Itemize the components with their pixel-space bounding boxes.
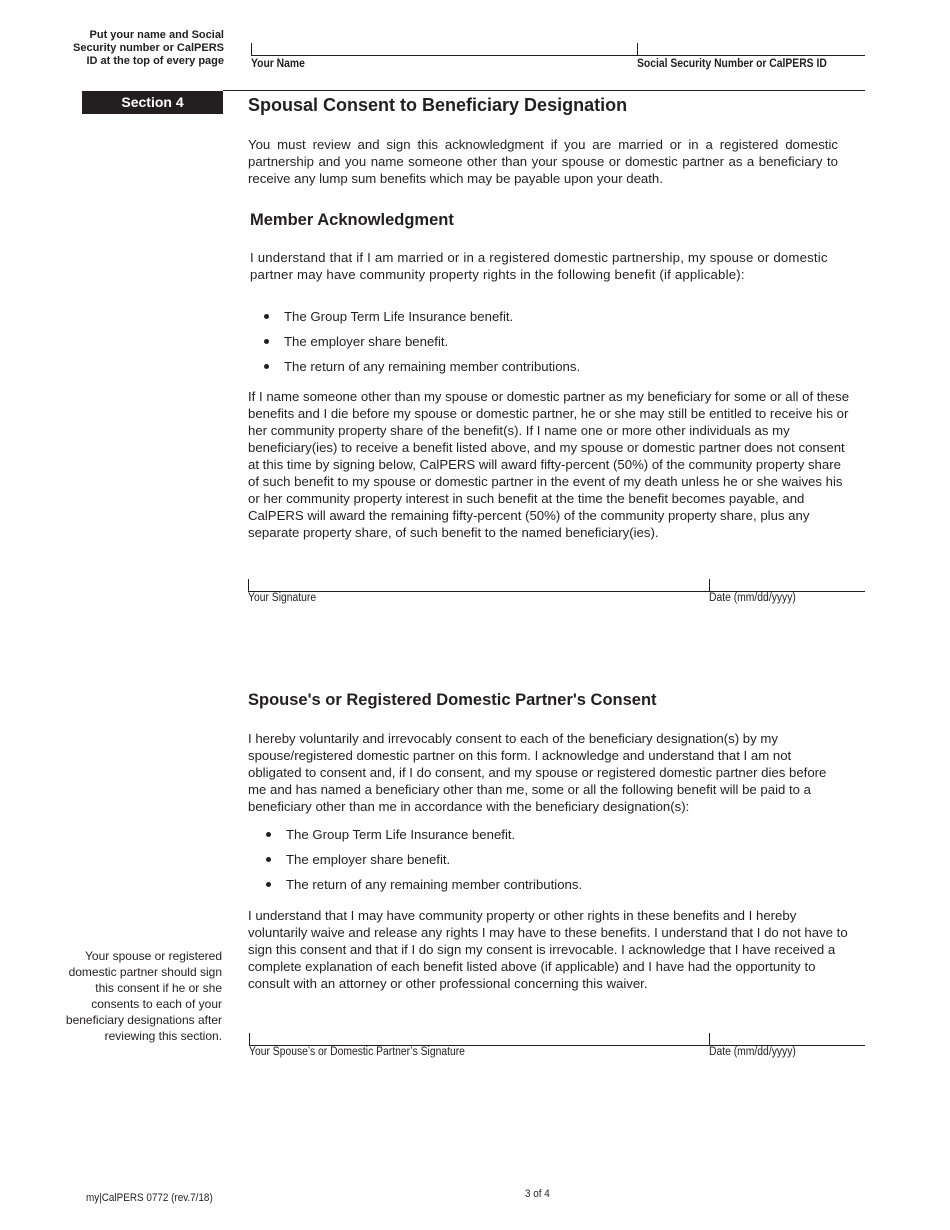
section-title: Spousal Consent to Beneficiary Designation bbox=[248, 95, 628, 115]
bullet-icon bbox=[264, 339, 269, 344]
member-heading: Member Acknowledgment bbox=[250, 211, 454, 229]
bullet-icon bbox=[266, 832, 271, 837]
member-date-label: Date (mm/dd/yyyy) bbox=[709, 592, 796, 604]
list-item bbox=[250, 851, 830, 876]
bullet-icon bbox=[264, 314, 269, 319]
spouse-intro: I hereby voluntarily and irrevocably consent to each of the beneficiary designation(s) by my spouse/registered domestic partner on this form. I acknowledge and understand that I am not obligated to consent and, if I do consent, and my spouse or registered domestic partner dies before me and has named a beneficiary other than me, some or all the following benefit will be paid to a beneficiary other than me in accordance with the beneficiary designation(s): bbox=[248, 731, 827, 814]
page-number: 3 of 4 bbox=[525, 1188, 550, 1200]
spouse-instruction-line: Your spouse or registered bbox=[85, 949, 222, 963]
list-item bbox=[248, 358, 828, 383]
id-field-label: Social Security Number or CalPERS ID bbox=[637, 58, 827, 70]
member-body: If I name someone other than my spouse or domestic partner as my beneficiary for some or all of these benefits and I die before my spouse or domestic partner, he or she may still be entitled to receive his or her community property share of the benefit(s). If I name one or more other individuals as my beneficiary(ies) to receive a benefit listed above, and my spouse or domestic partner does not consent at this time by signing below, CalPERS will award fifty-percent (50%) of the community property share of such benefit to my spouse or domestic partner in the event of my death unless he or she waives his or her community property interest in such benefit at the time the benefit becomes payable, and CalPERS will award the remaining fifty-percent (50%) of the community property share, plus any separate property share, of such benefit to the named beneficiary(ies). bbox=[248, 389, 850, 540]
list-item bbox=[250, 826, 830, 851]
name-field-label: Your Name bbox=[251, 58, 305, 70]
section-intro: You must review and sign this acknowledgment if you are married or in a registered domestic partnership and you name someone other than your spouse or domestic partner as a beneficiary to receive any lump sum benefits which may be payable upon your death. bbox=[248, 137, 838, 186]
list-item-text: The Group Term Life Insurance benefit. bbox=[284, 309, 514, 324]
list-item-text: The return of any remaining member contributions. bbox=[284, 359, 581, 374]
list-item bbox=[248, 333, 828, 358]
spouse-instruction-line: beneficiary designations after bbox=[65, 1013, 222, 1027]
list-item-text: The Group Term Life Insurance benefit. bbox=[286, 827, 516, 842]
spouse-instruction bbox=[40, 948, 222, 1044]
spouse-instruction-line: consents to each of your bbox=[91, 997, 222, 1011]
section-rule bbox=[223, 90, 865, 91]
spouse-instruction-line: reviewing this section. bbox=[104, 1029, 222, 1043]
list-item-text: The employer share benefit. bbox=[284, 334, 449, 349]
list-item bbox=[248, 308, 828, 333]
member-benefit-list bbox=[248, 308, 828, 383]
spouse-date-label: Date (mm/dd/yyyy) bbox=[709, 1046, 796, 1058]
section-tab: Section 4 bbox=[82, 91, 223, 114]
spouse-instruction-line: domestic partner should sign bbox=[68, 965, 222, 979]
member-signature-label: Your Signature bbox=[248, 592, 317, 604]
spouse-heading: Spouse's or Registered Domestic Partner's Consent bbox=[248, 691, 657, 709]
header-instruction-line: ID at the top of every page bbox=[86, 55, 224, 67]
list-item bbox=[250, 876, 830, 901]
member-intro: I understand that if I am married or in a registered domestic partnership, my spouse or domestic partner may have community property rights in the following benefit (if applicable): bbox=[250, 250, 828, 282]
header-instruction bbox=[40, 29, 224, 68]
bullet-icon bbox=[264, 364, 269, 369]
spouse-signature-label: Your Spouse’s or Domestic Partner’s Signature bbox=[249, 1046, 465, 1058]
spouse-body: I understand that I may have community property or other rights in these benefits and I hereby voluntarily waive and release any rights I may have to these benefits. I understand that I do not have to sign this consent and that if I do sign my consent is irrevocable. I acknowledge that I have received a complete explanation of each benefit listed above (if applicable) and I have had the opportunity to consult with an attorney or other professional concerning this waiver. bbox=[248, 908, 848, 991]
header-instruction-line: Put your name and Social bbox=[89, 29, 224, 41]
spouse-instruction-line: this consent if he or she bbox=[95, 981, 222, 995]
list-item-text: The employer share benefit. bbox=[286, 852, 451, 867]
bullet-icon bbox=[266, 857, 271, 862]
spouse-benefit-list bbox=[250, 826, 830, 901]
bullet-icon bbox=[266, 882, 271, 887]
list-item-text: The return of any remaining member contributions. bbox=[286, 877, 583, 892]
form-id: my|CalPERS 0772 (rev.7/18) bbox=[86, 1192, 213, 1204]
header-instruction-line: Security number or CalPERS bbox=[73, 42, 224, 54]
